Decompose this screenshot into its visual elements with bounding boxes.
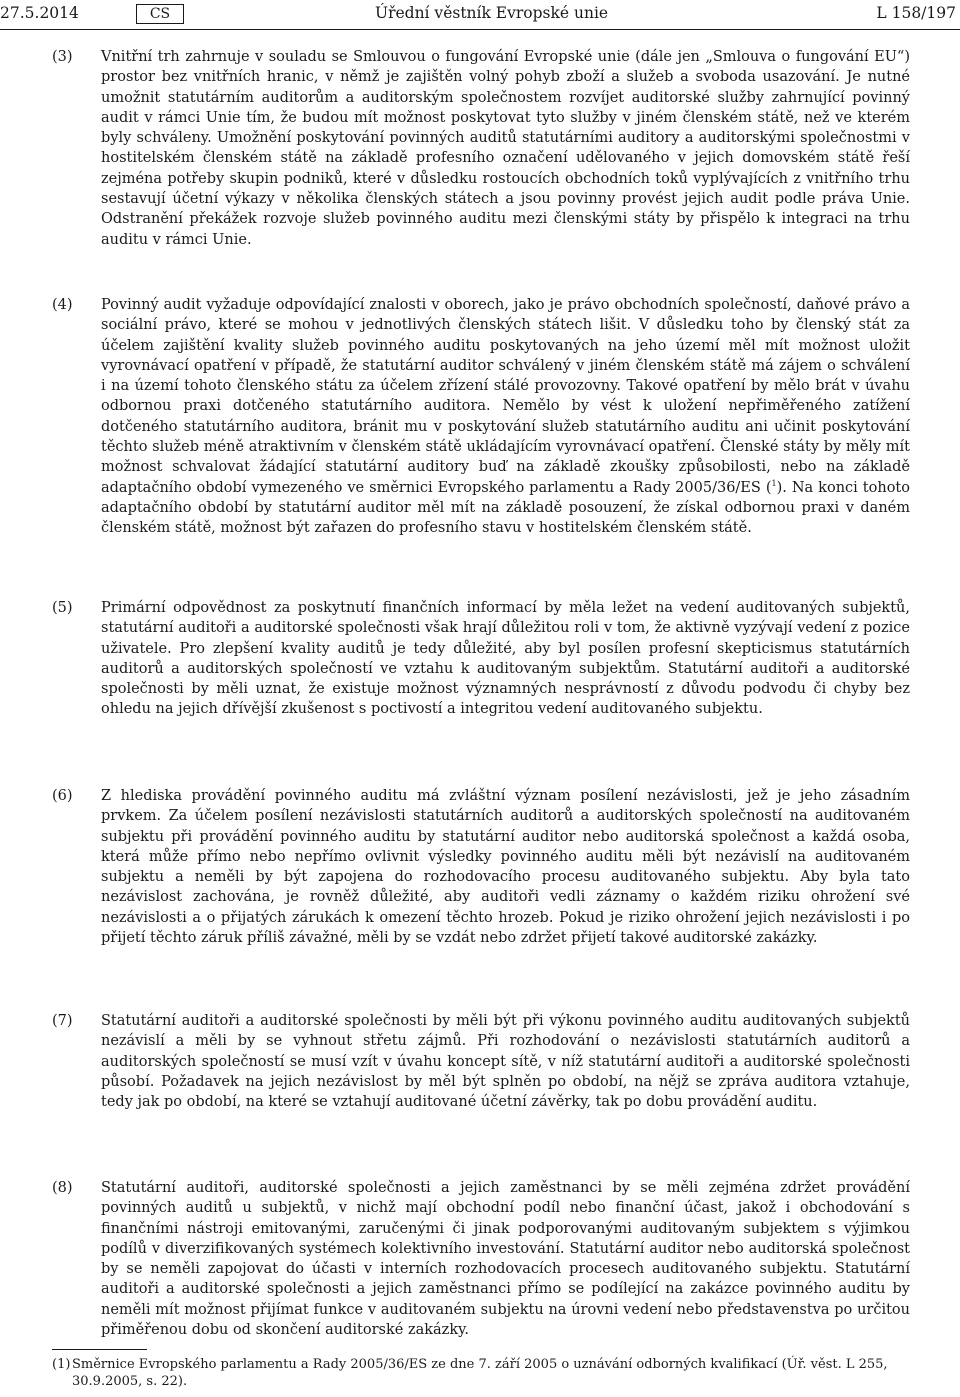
footnote-rule — [52, 1349, 147, 1350]
footnote-text: Směrnice Evropského parlamentu a Rady 2005/36/ES ze dne 7. září 2005 o uznávání odborných kvalifikací (Úř. věst. L 255, 30.9.2005, s. 22). — [72, 1357, 888, 1389]
footnote-reference[interactable]: 1 — [771, 478, 777, 488]
recital-number: (5) — [52, 600, 73, 616]
recital-text: Statutární auditoři, auditorské společnosti a jejich zaměstnanci by se měli zejména zdržet provádění povinných auditů u subjektů, v nichž mají obchodní podíl nebo finanční účast, jakož i obchodování s finančními nástroji emitovanými, zaručenými či jinak podporovanými auditovaným subjektem s výjimkou podílů v diverzifikovaných systémech kolektivního investování. Statutární auditor nebo auditorská společnost by se neměli zapojovat do účasti v interních rozhodovacích procesech auditovaného subjektu. Statutární auditoři a auditorské společnosti a jejich zaměstnanci přímo se podílející na zakázce povinného auditu by neměli mít možnost přijímat funkce v auditovaném subjektu na úrovni vedení nebo představenstva po určitou přiměřenou dobu od skončení auditorské zakázky. — [101, 1180, 910, 1339]
journal-title: Úřední věstník Evropské unie — [375, 4, 609, 22]
recital-text: Z hlediska provádění povinného auditu má zvláštní význam posílení nezávislosti, jež je jeho zásadním prvkem. Za účelem posílení nezávislosti statutárních auditorů a auditorských společností na auditovaném subjektu při provádění povinného auditu by statutární auditor nebo auditorská společnost a každá osoba, která může přímo nebo nepřímo ovlivnit výsledky povinného auditu měli být nezávislí na auditovaném subjektu a neměli by být zapojena do rozhodovacího procesu auditovaného subjektu. Aby byla tato nezávislost zachována, je rovněž důležité, aby auditoři vedli záznamy o každém riziku ohrožení své nezávislosti a o přijatých zárukách k omezení těchto hrozeb. Pokud je riziko ohrožení jejich nezávislosti i po přijetí těchto záruk příliš závažné, měli by se vzdát nebo zdržet přijetí takové auditorské zakázky. — [101, 788, 910, 947]
recital-text-part: Povinný audit vyžaduje odpovídající znalosti v oborech, jako je právo obchodních společností, daňové právo a sociální právo, které se mohou v jednotlivých členských státech lišit. V důsledku toho by členský stát za účelem zajištění kvality služeb povinného auditu poskytovaných na jeho území měl mít možnost uložit vyrovnávací opatření v případě, že statutární auditor schválený v jiném členském státě má zájem o schválení i na území tohoto členského státu za účelem zřízení stálé provozovny. Takové opatření by mělo brát v úvahu odbornou praxi dotčeného statutárního auditora. Nemělo by vést k uložení nepřiměřeného zatížení dotčeného statutárního auditora, bránit mu v poskytování služeb statutárního auditu ani učinit poskytování těchto služeb méně atraktivním v členském státě ukládajícím vyrovnávací opatření. Členské státy by měly mít možnost schvalovat žádající statutární auditory buď na základě zkoušky způsobilosti, nebo na základě adaptačního období vymezeného ve směrnici Evropského parlamentu a Rady 2005/36/ES ( — [101, 297, 910, 496]
recital-number: (6) — [52, 788, 73, 804]
recital-text-part: ). Na konci tohoto adaptačního období by statutární auditor měl mít na základě posouzení, že získal odbornou praxi v daném členském státě, možnost být zařazen do profesního stavu v hostitelském členském státě. — [101, 479, 910, 537]
header-rule — [0, 29, 960, 30]
header-date: 27.5.2014 — [0, 4, 79, 22]
recital-number: (7) — [52, 1013, 73, 1029]
recital-number: (3) — [52, 49, 73, 65]
page-reference: L 158/197 — [876, 4, 956, 22]
recital-number: (4) — [52, 297, 73, 313]
page-header — [0, 4, 960, 26]
footnote-mark: (1) — [52, 1357, 71, 1372]
recital-text — [101, 295, 910, 539]
recital-text: Statutární auditoři a auditorské společnosti by měli být při výkonu povinného auditu auditovaných subjektů nezávislí a měli by se vyhnout střetu zájmů. Při rozhodování o nezávislosti statutárních auditorů a auditorských společností se musí vzít v úvahu koncept sítě, v níž statutární auditoři a auditorské společnosti působí. Požadavek na jejich nezávislost by měl být splněn po období, na nějž se zpráva auditora vztahuje, tedy jak po období, na které se vztahují auditované účetní závěrky, tak po dobu provádění auditu. — [101, 1013, 910, 1111]
recital-text: Primární odpovědnost za poskytnutí finančních informací by měla ležet na vedení auditovaných subjektů, statutární auditoři a auditorské společnosti však hrají důležitou roli v tom, že aktivně vyzývají vedení z pozice uživatele. Pro zlepšení kvality auditů je tedy důležité, aby byl posílen profesní skepticismus statutárních auditorů a auditorských společností ve vztahu k auditovaným subjektům. Statutární auditoři a auditorské společnosti by měli uznat, že existuje možnost významných nesprávností z důvodu podvodu či chyby bez ohledu na jejich dřívější zkušenost s poctivostí a integritou vedení auditovaného subjektu. — [101, 600, 910, 718]
recital-number: (8) — [52, 1180, 73, 1196]
language-badge: CS — [136, 4, 184, 24]
recital-text: Vnitřní trh zahrnuje v souladu se Smlouvou o fungování Evropské unie (dále jen „Smlouva o fungování EU“) prostor bez vnitřních hranic, v němž je zajištěn volný pohyb zboží a služeb a svoboda usazování. Je nutné umožnit statutárním auditorům a auditorským společnostem rozvíjet auditorské služby zahrnující povinný audit v rámci Unie tím, že budou mít možnost poskytovat tyto služby v jiném členském státě, než ve kterém byly schváleny. Umožnění poskytování povinných auditů statutárními auditory a auditorskými společnostmi v hostitelském členském státě na základě profesního označení udělovaného v jejich domovském státě řeší zejména potřeby skupin podniků, které v důsledku rostoucích obchodních toků vyplývajících z vnitřního trhu sestavují účetní výkazy v několika členských státech a jsou povinny provést jejich audit podle práva Unie. Odstranění překážek rozvoje služeb povinného auditu mezi členskými státy by přispělo k integraci na trhu auditu v rámci Unie. — [101, 49, 910, 248]
